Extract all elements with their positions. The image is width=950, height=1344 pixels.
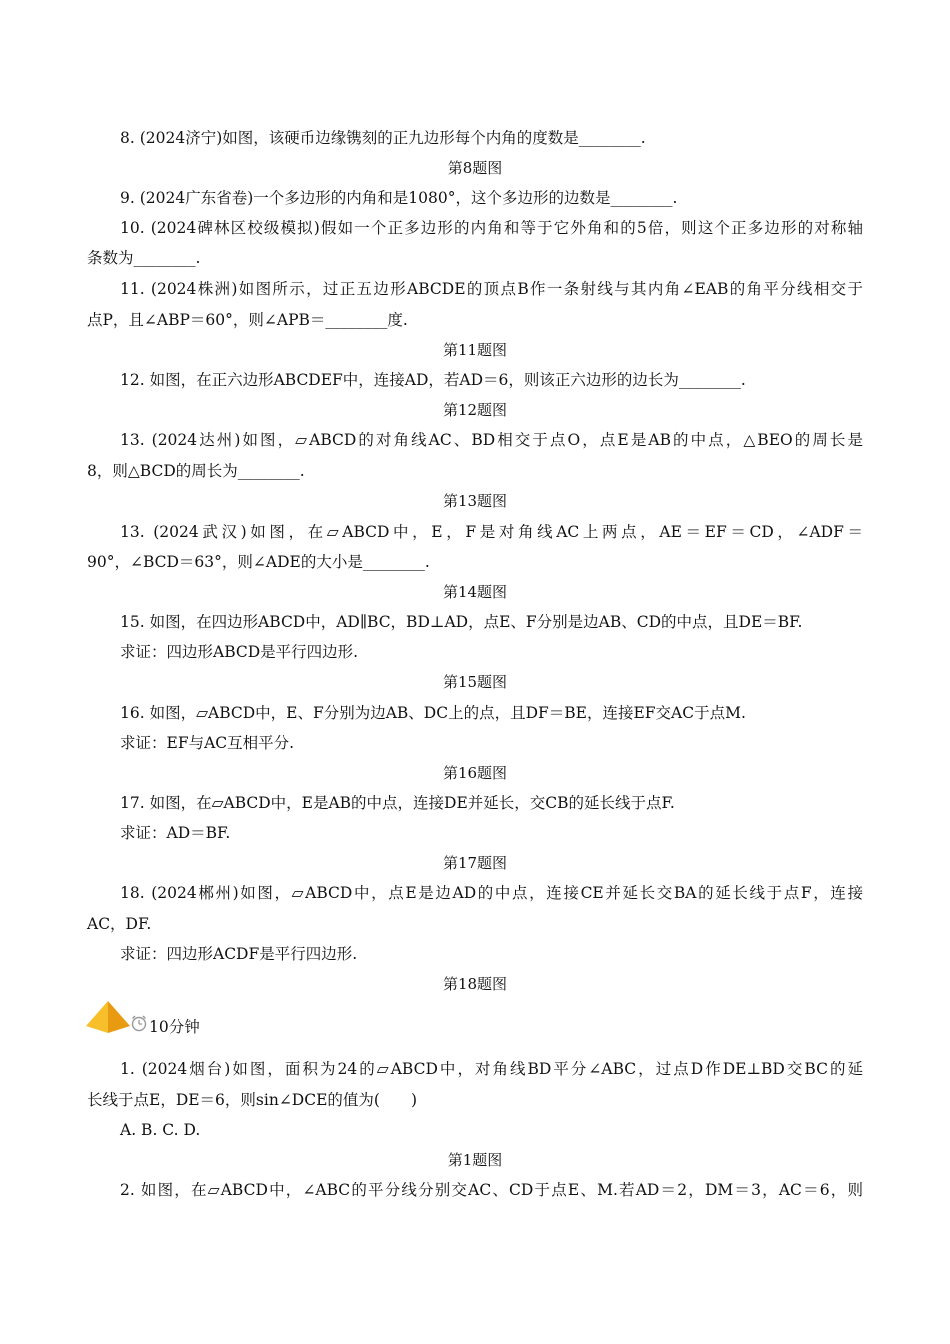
question-14-line2: 90°，∠BCD＝63°，则∠ADE的大小是________. bbox=[87, 553, 430, 571]
figure-caption-1: 第1题图 bbox=[447, 1151, 503, 1169]
question-1-options: A. B. C. D. bbox=[120, 1121, 201, 1139]
figure-caption-11: 第11题图 bbox=[442, 341, 508, 359]
question-16: 16. 如图，▱ABCD中，E、F分别为边AB、DC上的点，且DF＝BE，连接EF交AC于点M. bbox=[120, 704, 746, 722]
question-11-line2: 点P，且∠ABP＝60°，则∠APB＝________度. bbox=[87, 311, 408, 329]
question-13-line2: 8，则△BCD的周长为________. bbox=[87, 462, 305, 480]
question-17: 17. 如图，在▱ABCD中，E是AB的中点，连接DE并延长，交CB的延长线于点F. bbox=[120, 794, 675, 812]
question-16-proof: 求证：EF与AC互相平分. bbox=[120, 734, 295, 752]
question-15-proof: 求证：四边形ABCD是平行四边形. bbox=[120, 643, 359, 661]
question-10-line1: 10. (2024碑林区校级模拟)假如一个正多边形的内角和等于它外角和的5倍，则这个正多边形的对称轴 bbox=[120, 219, 863, 237]
question-1-line1: 1. (2024烟台)如图，面积为24的▱ABCD中，对角线BD平分∠ABC，过点D作DE⊥BD交BC的延 bbox=[120, 1060, 863, 1078]
question-18-proof: 求证：四边形ACDF是平行四边形. bbox=[120, 945, 358, 963]
question-1-line2: 长线于点E，DE＝6，则sin∠DCE的值为( ) bbox=[87, 1091, 417, 1109]
figure-caption-13: 第13题图 bbox=[442, 492, 508, 510]
question-13-line1: 13. (2024达州)如图，▱ABCD的对角线AC、BD相交于点O，点E是AB的中点，△BEO的周长是 bbox=[120, 431, 863, 449]
question-18-line2: AC，DF. bbox=[87, 915, 152, 933]
figure-caption-14: 第14题图 bbox=[442, 583, 508, 601]
question-11-line1: 11. (2024株洲)如图所示，过正五边形ABCDE的顶点B作一条射线与其内角∠EAB的角平分线相交于 bbox=[120, 280, 863, 298]
question-15: 15. 如图，在四边形ABCD中，AD∥BC，BD⊥AD，点E、F分别是边AB、CD的中点，且DE＝BF. bbox=[120, 613, 803, 631]
question-9: 9. (2024广东省卷)一个多边形的内角和是1080°，这个多边形的边数是________. bbox=[120, 189, 678, 207]
figure-caption-12: 第12题图 bbox=[442, 401, 508, 419]
pyramid-icon bbox=[86, 1000, 130, 1034]
question-18-line1: 18. (2024郴州)如图，▱ABCD中，点E是边AD的中点，连接CE并延长交BA的延长线于点F，连接 bbox=[120, 884, 863, 902]
figure-caption-8: 第8题图 bbox=[447, 159, 503, 177]
figure-caption-17: 第17题图 bbox=[442, 854, 508, 872]
figure-caption-15: 第15题图 bbox=[442, 673, 508, 691]
alarm-clock-icon bbox=[130, 1014, 148, 1032]
question-17-proof: 求证：AD＝BF. bbox=[120, 824, 231, 842]
figure-caption-18: 第18题图 bbox=[442, 975, 508, 993]
question-2-line1: 2. 如图，在▱ABCD中，∠ABC的平分线分别交AC、CD于点E、M.若AD＝2，DM＝3，AC＝6，则 bbox=[120, 1181, 863, 1199]
time-limit-label: 10分钟 bbox=[149, 1018, 200, 1036]
question-8: 8. (2024济宁)如图，该硬币边缘镌刻的正九边形每个内角的度数是________. bbox=[120, 129, 646, 147]
question-12: 12. 如图，在正六边形ABCDEF中，连接AD，若AD＝6，则该正六边形的边长为________. bbox=[120, 371, 746, 389]
question-10-line2: 条数为________. bbox=[87, 249, 201, 267]
figure-caption-16: 第16题图 bbox=[442, 764, 508, 782]
question-14-line1: 13. (2024武汉)如图，在▱ABCD中，E，F是对角线AC上两点，AE＝EF＝CD，∠ADF＝ bbox=[120, 523, 863, 541]
